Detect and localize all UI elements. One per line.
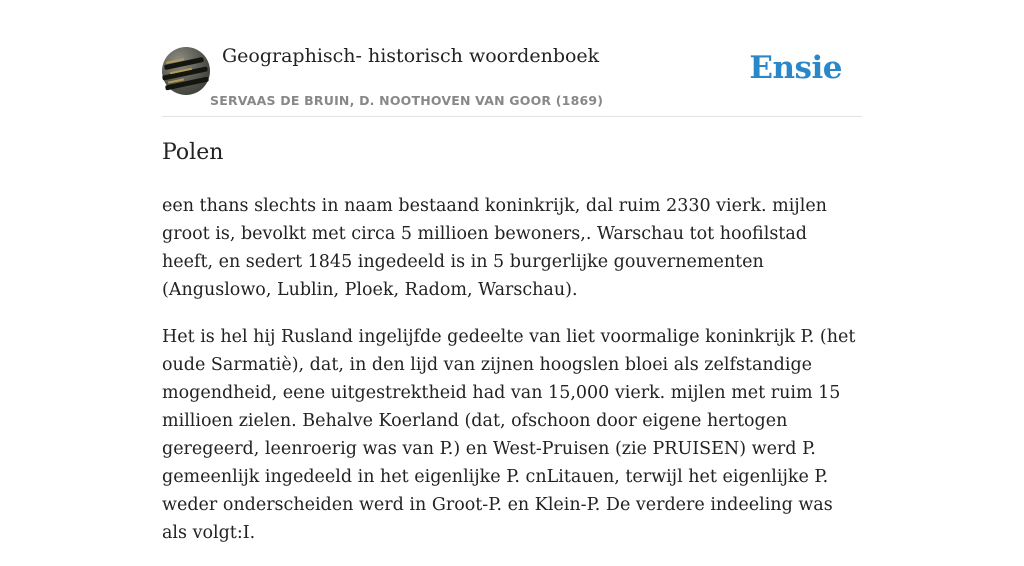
entry-body [162,192,862,566]
entry-paragraph: een thans slechts in naam bestaand koninkrijk, dal ruim 2330 vierk. mijlen groot is, bevolkt met circa 5 millioen bewoners,. Warschau tot hoofilstad heeft, en sedert 1845 ingedeeld is in 5 burgerlijke gouvernementen (Anguslowo, Lublin, Ploek, Radom, Warschau). [162,196,827,300]
book-title-link[interactable]: Geographisch- historisch woordenboek [222,45,600,67]
entry-title: Polen [162,140,224,165]
book-author: SERVAAS DE BRUIN, D. NOOTHOVEN VAN GOOR (1869) [210,93,604,108]
ensie-logo-link[interactable]: Ensie [749,50,842,86]
book-header [162,0,862,117]
content-column [162,0,862,543]
book-cover-avatar[interactable] [162,47,210,95]
entry-paragraph: Het is hel hij Rusland ingelijfde gedeelte van liet voormalige koninkrijk P. (het oude Sarmatiè), dat, in den lijd van zijnen hoogslen bloei als zelfstandige mogendheid, eene uitgestrektheid had van 15,000 vierk. mijlen met ruim 15 millioen zielen. Behalve Koerland (dat, ofschoon door eigene hertogen geregeerd, leenroerig was van P.) en West-Pruisen (zie PRUISEN) werd P. gemeenlijk ingedeeld in het eigenlijke P. cnLitauen, terwijl het eigenlijke P. weder onderscheiden werd in Groot-P. en Klein-P. De verdere indeeling was als volgt:I. [162,327,856,543]
